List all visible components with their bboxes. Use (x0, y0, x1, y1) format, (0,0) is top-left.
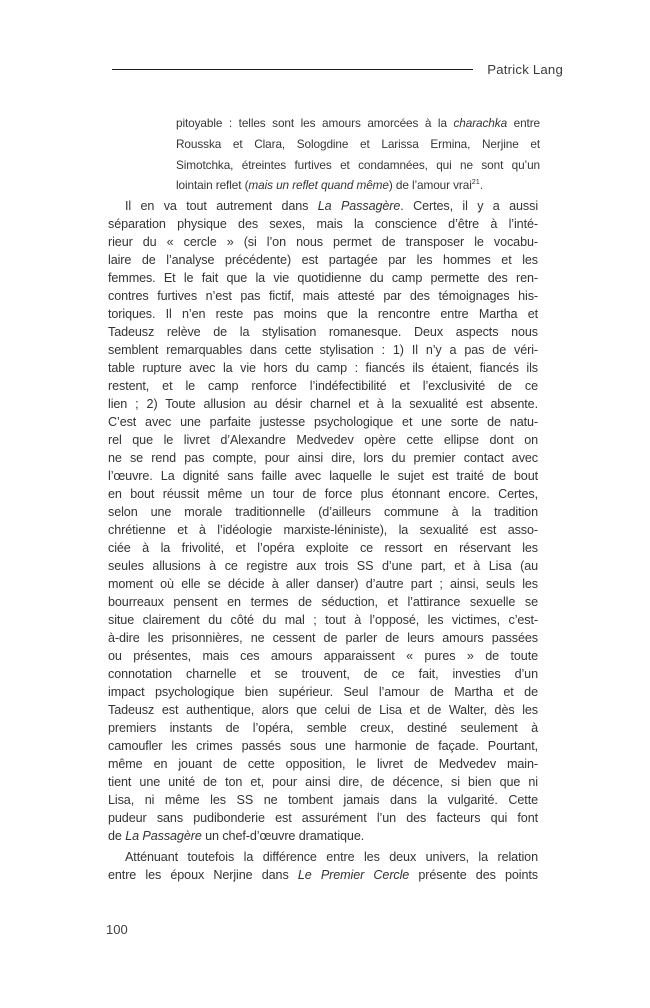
text-run: Tadeusz est authentique, alors que celui de Lisa et de Walter, dès les (108, 703, 538, 717)
text-line (108, 431, 538, 449)
text-run: . Certes, il y a aussi (400, 199, 539, 213)
text-line (108, 287, 538, 305)
text-line (108, 665, 538, 683)
text-run: connotation charnelle et se trouvent, de ce fait, investies d’un (108, 667, 538, 681)
text-run: Atténuant toutefois la différence entre les deux univers, la relation (125, 850, 538, 864)
text-run: lien ; 2) Toute allusion au désir charnel et à la sexualité est absente. (108, 397, 538, 411)
text-line (108, 848, 538, 866)
text-line (108, 359, 538, 377)
text-run: premiers instants de l’opéra, semble creux, destiné seulement à (108, 721, 538, 735)
text-run: contres furtives n’est pas fictif, mais attesté par des témoignages his- (108, 289, 538, 303)
text-line (108, 683, 538, 701)
text-line (108, 629, 538, 647)
text-line (108, 755, 538, 773)
text-line (108, 719, 538, 737)
text-run: selon une morale traditionnelle (d’ailleurs commune à la tradition (108, 505, 538, 519)
italic-title: mais un reflet quand même (248, 178, 389, 193)
text-run: Simotchka, étreintes furtives et condamnées, qui ne sont qu’un (176, 157, 540, 172)
text-line (176, 175, 540, 196)
text-run: impact psychologique bien supérieur. Seul l’amour de Martha et de (108, 685, 538, 699)
text-line (108, 773, 538, 791)
text-run: en bout réussit même un tour de force plus étonnant encore. Certes, (108, 487, 538, 501)
paragraph (108, 197, 538, 845)
text-run: ne se rend pas compte, pour ainsi dire, lors du premier contact avec (108, 451, 538, 465)
text-line (108, 539, 538, 557)
text-run: laire de l’analyse précédente) est partagée par les hommes et les (108, 253, 538, 267)
text-run: table rupture avec la vie hors du camp : fiancés ils étaient, fiancés ils (108, 361, 538, 375)
text-line (108, 737, 538, 755)
text-run: même en jouant de cette opposition, le livret de Medvedev main- (108, 757, 538, 771)
text-line (108, 395, 538, 413)
text-line (108, 866, 538, 884)
text-line (108, 827, 538, 845)
text-line (108, 341, 538, 359)
text-run: à-dire les prisonnières, ne cessent de parler de leurs amours passées (108, 631, 538, 645)
text-run: femmes. Et le fait que la vie quotidienne du camp permette des ren- (108, 271, 538, 285)
page-number: 100 (106, 922, 128, 937)
text-line (108, 809, 538, 827)
italic-title: La Passagère (317, 199, 401, 213)
text-run: Il en va tout autrement dans (125, 199, 318, 213)
text-run: entre (507, 116, 540, 130)
text-run: ) de l’amour vrai (388, 178, 472, 193)
text-line (108, 575, 538, 593)
text-line (108, 593, 538, 611)
running-header-author: Patrick Lang (487, 62, 563, 77)
text-line (176, 155, 540, 176)
text-run: camoufler les crimes passés sous une harmonie de façade. Pourtant, (108, 739, 538, 753)
text-run: pudeur sans pudibonderie est assurément l’un des facteurs qui font (108, 811, 538, 825)
text-line (108, 791, 538, 809)
text-run: Lisa, ni même les SS ne tombent jamais dans la vulgarité. Cette (108, 793, 538, 807)
text-line (108, 233, 538, 251)
italic-title: Le Premier Cercle (297, 868, 410, 882)
text-run: seules allusions à ce registre aux trois SS d’une part, et à Lisa (au (108, 559, 538, 573)
text-run: rel que le livret d’Alexandre Medvedev opère cette ellipse dont on (108, 433, 538, 447)
text-run: ciée à la frivolité, et l’opéra exploite ce ressort en réservant les (108, 541, 538, 555)
text-run: entre les époux Nerjine dans (108, 868, 298, 882)
text-line (108, 215, 538, 233)
text-run: Rousska et Clara, Sologdine et Larissa Ermina, Nerjine et (176, 136, 540, 151)
text-line (108, 413, 538, 431)
text-run: moment où elle se décide à aller danser) d’autre part ; ainsi, seuls les (108, 577, 538, 591)
text-run: toriques. Il n’en reste pas moins que la rencontre entre Martha et (108, 307, 538, 321)
text-line (108, 557, 538, 575)
text-run: l’œuvre. La dignité sans faille avec laquelle le sujet est traité de bout (108, 469, 538, 483)
text-run: de (108, 829, 126, 843)
text-line (176, 134, 540, 155)
text-run: bourreaux pensent en termes de séduction, et l’attirance sexuelle se (108, 595, 538, 609)
text-run: présente des points (409, 868, 538, 882)
text-line (108, 485, 538, 503)
text-run: situe clairement du côté du mal ; tout à l’opposé, les victimes, c’est- (108, 613, 538, 627)
header-rule-divider (112, 69, 473, 70)
footnote-reference: 21 (471, 177, 480, 187)
text-run: un chef-d’œuvre dramatique. (201, 829, 365, 843)
text-line (108, 197, 538, 215)
text-line (108, 611, 538, 629)
text-run: séparation physique des sexes, mais la conscience d’être à l’inté- (108, 217, 538, 231)
italic-title: La Passagère (125, 829, 202, 843)
text-run: Tadeusz relève de la stylisation romanesque. Deux aspects nous (108, 325, 538, 339)
paragraph (108, 848, 538, 884)
text-run: lointain reflet ( (176, 178, 249, 193)
text-line (108, 323, 538, 341)
text-run: pitoyable : telles sont les amours amorcées à la (176, 116, 454, 130)
text-run: C’est avec une parfaite justesse psychologique et une sorte de natu- (108, 415, 538, 429)
text-line (108, 269, 538, 287)
text-run: semblent remarquables dans cette stylisation : 1) Il n’y a pas de véri- (108, 343, 538, 357)
text-run: . (479, 178, 484, 193)
text-line (108, 251, 538, 269)
text-line (108, 647, 538, 665)
text-line (108, 377, 538, 395)
text-line (108, 503, 538, 521)
block-quote (176, 113, 540, 196)
text-line (108, 701, 538, 719)
text-run: rieur du « cercle » (si l’on nous permet de transposer le vocabu- (108, 235, 538, 249)
italic-title: charachka (453, 116, 508, 130)
text-line (108, 521, 538, 539)
text-run: ou présentes, mais ces amours apparaissent « pures » de toute (108, 649, 538, 663)
main-text (108, 197, 538, 884)
text-run: tient une unité de ton et, pour ainsi dire, de décence, si bien que ni (108, 775, 538, 789)
text-line (108, 305, 538, 323)
text-line (108, 449, 538, 467)
text-run: restent, et le camp renforce l’indéfectibilité et l’exclusivité de ce (108, 379, 538, 393)
text-run: chrétienne et à l’idéologie marxiste-léniniste), la sexualité est asso- (108, 523, 538, 537)
text-line (176, 113, 540, 134)
text-line (108, 467, 538, 485)
